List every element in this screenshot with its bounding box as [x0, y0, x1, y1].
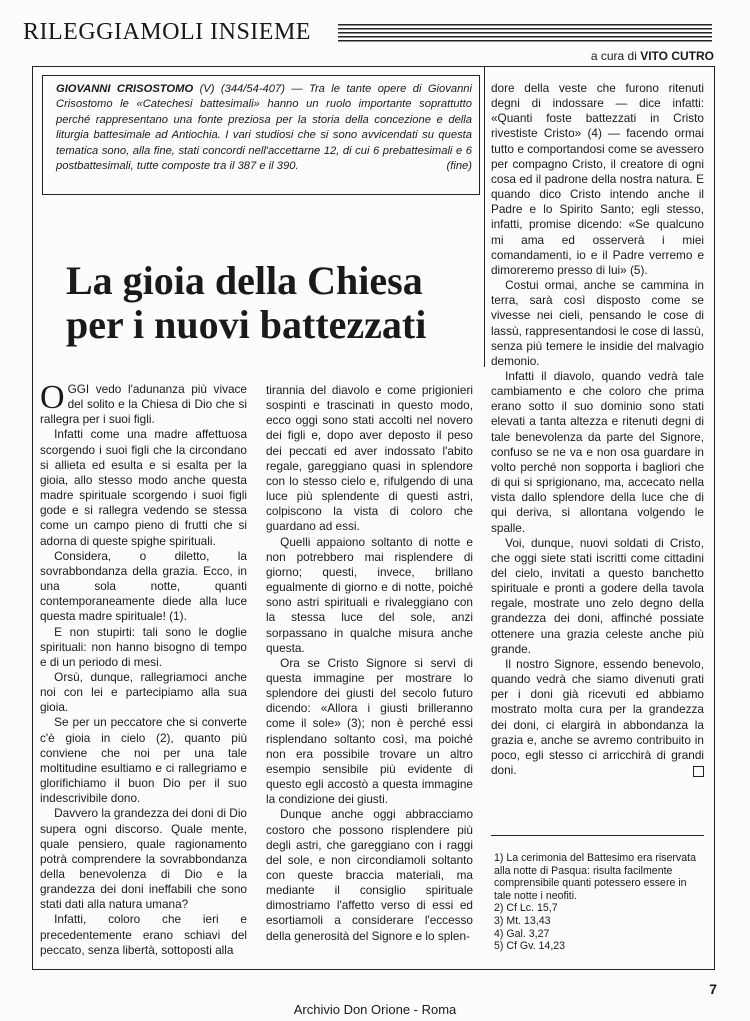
paragraph: Quelli appaiono soltanto di notte e non potrebbero mai risplendere di giorno; questi, invece, brillano egualmente di giorno e di notte, poiché sono astri spirituali e rivaleggiano con la stessa luce del sole, anzi sorpassano in qualche misura anche questa.	[266, 534, 473, 655]
paragraph: tirannia del diavolo e come prigionieri sospinti e trascinati in questo modo, ecco oggi sono stati accolti nel novero dei figli e, dopo aver deposto il peso dei peccati ed aver indossato l'abito regale, gareggiano quasi in splendore con lo stesso cielo e, rifulgendo di una luce più splendente di questi astri, colpiscono la vista di coloro che guardano ad essi.	[266, 383, 473, 534]
end-of-article-square-icon	[693, 766, 704, 777]
paragraph-text: vedo l'adunanza più vivace del solito e la Chiesa di Dio che si rallegra per i suoi figli.	[40, 382, 247, 427]
footnotes	[494, 852, 704, 953]
paragraph: Voi, dunque, nuovi soldati di Cristo, che oggi siete stati iscritti come cittadini del cielo, invitati a questo banchetto spirituale e pronti a godere della tavola regale, mostrate uno zelo degno della grandezza dei doni, affinché possiate ottenere una grazia celeste anche più grande.	[491, 535, 704, 656]
paragraph: Infatti il diavolo, quando vedrà tale cambiamento e che coloro che prima erano sotto il suo dominio sono stati elevati a tanta altezza e ritenuti degni di tale benevolenza da parte del Signore, confuso se ne va e non osa guardare in volto perché non sopporta i bagliori che di qui si sprigionano, ma, accecato nella vista dallo splendore della luce che di qui deriva, si allontana volgendo le spalle.	[491, 368, 704, 535]
paragraph: dore della veste che furono ritenuti degni di indossare — dice infatti: «Quanti foste battezzati in Cristo rivestiste Cristo» (4) — facendo ormai tutto e comportandosi come se avessero per compagno Cristo, il creatore di ogni cosa ed il padrone della nostra natura. E quando dico Cristo intendo anche il Padre e lo Spirito Santo; egli stesso, infatti, promise dicendo: «Se qualcuno mi ama ed osserverà i miei comandamenti, io e il Padre verremo e dimoreremo presso di lui» (5).	[491, 81, 704, 277]
paragraph: Infatti, coloro che ieri e precedentemente erano schiavi del peccato, senza libertà, sottoposti alla	[40, 912, 247, 957]
footnote: 3) Mt. 13,43	[494, 914, 551, 927]
page-number: 7	[709, 981, 717, 997]
curator-credit	[591, 49, 714, 63]
paragraph: Se per un peccatore che si converte c'è gioia in cielo (2), quanto più conviene che noi per una tale moltitudine esultiamo e ci rallegriamo e glorifichiamo il buon Dio per il suo indescrivibile dono.	[40, 715, 247, 806]
paragraph: Dunque anche oggi abbracciamo costoro che possono risplendere più degli astri, che gareggiano con i raggi del sole, e non circondiamoli soltanto con queste braccia materiali, ma mediante il consiglio spirituale dimostriamo l'affetto verso di essi ed esortiamoli a considerare l'eccesso della generosità del Signore e lo splen-	[266, 807, 473, 943]
title-line-1: La gioia della Chiesa	[66, 258, 423, 303]
paragraph: Considera, o diletto, la sovrabbondanza della grazia. Ecco, in una sola notte, quanti contemporaneamente diede alla luce questa madre spirituale! (1).	[40, 548, 247, 624]
rubric-decorative-lines	[338, 24, 712, 42]
paragraph	[491, 657, 704, 778]
first-word-rest: GGI	[67, 382, 90, 396]
article-column-2	[266, 383, 473, 944]
paragraph: Ora se Cristo Signore si servì di questa immagine per mostrare lo splendore dei giusti del secolo futuro dicendo: «Allora i giusti brilleranno come il sole» (3); non è perché essi risplendano soltanto così, ma poiché non era possibile trovare un altro esempio sensibile più evidente di questo egli accostò a questa immagine la condizione dei giusti.	[266, 655, 473, 807]
paragraph-text: Il nostro Signore, essendo benevolo, quando vedrà che siamo divenuti grati per i doni già ricevuti ed abbiamo mostrato molta cura per la grandezza dei doni, ci elargirà in abbondanza la grazia e, anche se avremo contribuito in poco, egli stesso ci arricchirà di grandi doni.	[491, 656, 704, 778]
section-rubric: RILEGGIAMOLI INSIEME	[23, 19, 311, 45]
paragraph	[40, 379, 247, 427]
paragraph: Davvero la grandezza dei doni di Dio supera ogni discorso. Quale mente, quale pensiero, quale ragionamento potrà comprendere la sovrabbondanza della benevolenza di Dio e la grandezza dei doni ineffabili che sono stati dati alla natura umana?	[40, 806, 247, 912]
article-column-3	[491, 81, 704, 778]
footnote: 2) Cf Lc. 15,7	[494, 902, 558, 915]
paragraph: Orsù, dunque, rallegriamoci anche noi con lei e partecipiamo alla sua gioia.	[40, 669, 247, 715]
intro-text	[56, 82, 472, 174]
curator-prefix: a cura di	[590, 49, 637, 63]
curator-name: VITO CUTRO	[640, 49, 714, 63]
column-divider	[484, 66, 485, 367]
footnote: 5) Cf Gv. 14,23	[494, 940, 566, 953]
drop-cap: O	[40, 379, 65, 416]
footnote: 1) La cerimonia del Battesimo era riservata alla notte di Pasqua: risulta facilmente comprensibile quanti potessero essere in tale notte i neofiti.	[494, 852, 696, 902]
paragraph: Costui ormai, anche se cammina in terra, sarà così disposto come se vivesse nei cieli, pensando le cose di lassù, rappresentandosi le cose di lassù, senza più temere le insidie del malvagio demonio.	[491, 278, 704, 368]
intro-end-mark: (fine)	[446, 160, 472, 173]
paragraph: Infatti come una madre affettuosa scorgendo i suoi figli che la circondano si allieta ed esulta e si esalta per la gioia, allo stesso modo anche questa madre spirituale scorgendo i suoi figli gode e si rallegra vedendo se stessa come un campo pieno di frutti che si adorna di queste spighe spirituali.	[40, 427, 247, 548]
article-column-1	[40, 379, 247, 958]
archive-label: Archivio Don Orione - Roma	[293, 1002, 457, 1017]
title-line-2: per i nuovi battezzati	[66, 302, 427, 347]
paragraph: E non stupirti: tali sono le doglie spirituali: non hanno bisogno di tempo e di un periodo di mesi.	[40, 624, 247, 669]
intro-author: GIOVANNI CRISOSTOMO	[56, 83, 194, 95]
footnote-rule	[491, 835, 704, 836]
footnote: 4) Gal. 3,27	[494, 927, 550, 940]
intro-body: (V) (344/54-407) — Tra le tante opere di Giovanni Crisostomo le «Catechesi battesimali» hanno un ruolo importante soprattutto perché rappresentano una fonte preziosa per la storia della concezione e della liturgia battesimale ad Antiochia. I vari studiosi che si sono avvicendati su questa tematica sono, alla fine, stati concordi nell'accettarne 12, di cui 6 prebattesimali e 6 postbattesimali, tutte composte tra il 387 e il 390.	[56, 83, 472, 173]
article-title	[66, 259, 476, 347]
